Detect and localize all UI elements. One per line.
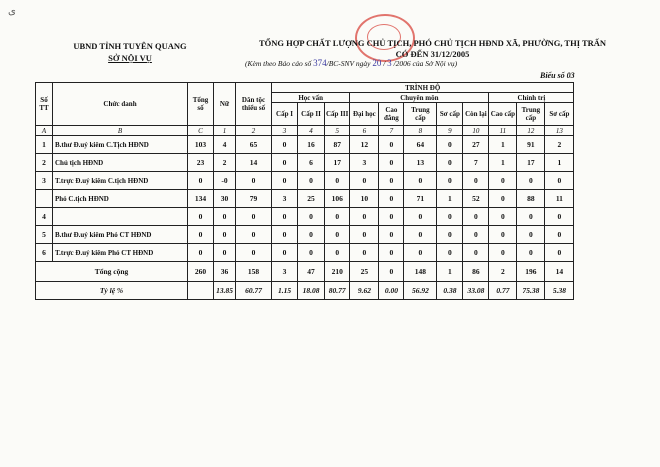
row-value: 30 — [214, 190, 236, 208]
header-grade-1: Cấp I — [272, 103, 298, 126]
ref-prefix: (Kèm theo Báo cáo số — [245, 59, 312, 68]
row-value: 0 — [437, 136, 463, 154]
row-value: 0 — [214, 208, 236, 226]
header-grade-3: Cấp III — [325, 103, 350, 126]
row-value: 3 — [272, 190, 298, 208]
total-value: 1 — [437, 262, 463, 282]
row-value: 12 — [350, 136, 379, 154]
ratio-value: 56.92 — [404, 282, 437, 300]
row-number — [36, 190, 53, 208]
total-value: 196 — [517, 262, 545, 282]
reference-line: (Kèm theo Báo cáo số 374/BC-SNV ngày 20 / 3 /2006 của Sở Nội vụ) — [245, 58, 458, 68]
report-title: TỔNG HỢP CHẤT LƯỢNG CHỦ TỊCH, PHÓ CHỦ TỊCH HĐND XÃ, PHƯỜNG, THỊ TRẤN — [258, 38, 607, 48]
row-value: 0 — [545, 226, 574, 244]
row-value: 4 — [214, 136, 236, 154]
total-value: 0 — [379, 262, 404, 282]
row-value: 0 — [463, 208, 489, 226]
total-value: 47 — [298, 262, 325, 282]
ratio-value: 60.77 — [236, 282, 272, 300]
org-line-2: SỞ NỘI VỤ — [108, 53, 152, 63]
index-row — [36, 126, 574, 136]
corner-mark: ﻯ — [8, 6, 16, 17]
row-value: 11 — [545, 190, 574, 208]
ref-month: 3 — [387, 58, 392, 68]
row-value: 0 — [489, 208, 517, 226]
row-value: 0 — [236, 172, 272, 190]
row-value: 0 — [404, 172, 437, 190]
row-number: 2 — [36, 154, 53, 172]
row-value: 0 — [517, 172, 545, 190]
table-row — [36, 208, 574, 226]
index-cell: 10 — [463, 126, 489, 136]
row-value: 0 — [404, 244, 437, 262]
total-value: 86 — [463, 262, 489, 282]
row-value: 0 — [437, 244, 463, 262]
table-row — [36, 154, 574, 172]
issuing-organization — [60, 40, 200, 64]
row-value: 2 — [214, 154, 236, 172]
row-title: T.trực Đ.uỷ kiêm C.tịch HĐND — [53, 172, 188, 190]
report-subtitle: CÓ ĐẾN 31/12/2005 — [395, 49, 470, 59]
row-value: 0 — [298, 208, 325, 226]
row-value: 0 — [325, 244, 350, 262]
ref-day: 20 — [372, 58, 382, 68]
header-stt: Số TT — [36, 83, 53, 126]
row-value: 0 — [404, 226, 437, 244]
row-value: 0 — [350, 208, 379, 226]
total-value: 25 — [350, 262, 379, 282]
total-label: Tổng cộng — [36, 262, 188, 282]
ratio-value: 0.00 — [379, 282, 404, 300]
row-value: 3 — [350, 154, 379, 172]
index-cell: 9 — [437, 126, 463, 136]
row-value: 0 — [272, 208, 298, 226]
row-value: 0 — [379, 244, 404, 262]
row-number: 4 — [36, 208, 53, 226]
header-total: Tổng số — [188, 83, 214, 126]
row-value: 0 — [437, 172, 463, 190]
row-value: 2 — [545, 136, 574, 154]
header-university: Đại học — [350, 103, 379, 126]
index-cell: 12 — [517, 126, 545, 136]
total-value: 148 — [404, 262, 437, 282]
row-value: 0 — [463, 226, 489, 244]
total-row — [36, 262, 574, 282]
row-value: 0 — [404, 208, 437, 226]
total-value: 260 — [188, 262, 214, 282]
total-value: 36 — [214, 262, 236, 282]
table-row — [36, 190, 574, 208]
index-cell: 5 — [325, 126, 350, 136]
header-general-education: Học vấn — [272, 93, 350, 103]
row-value: 0 — [379, 154, 404, 172]
org-line-1: UBND TỈNH TUYÊN QUANG — [73, 41, 187, 51]
row-value: 106 — [325, 190, 350, 208]
row-value: 0 — [379, 172, 404, 190]
header-qualification: TRÌNH ĐỘ — [272, 83, 574, 93]
header-intermediate: Trung cấp — [404, 103, 437, 126]
row-value: 0 — [325, 226, 350, 244]
row-value: 0 — [236, 226, 272, 244]
header-ethnic: Dân tộc thiểu số — [236, 83, 272, 126]
header-political: Chính trị — [489, 93, 574, 103]
total-value: 2 — [489, 262, 517, 282]
row-value: 7 — [463, 154, 489, 172]
row-value: 13 — [404, 154, 437, 172]
row-title: B.thư Đ.uỷ kiêm C.Tịch HĐND — [53, 136, 188, 154]
ref-mid: /BC-SNV ngày — [326, 59, 371, 68]
ratio-row — [36, 282, 574, 300]
header-elementary: Sơ cấp — [437, 103, 463, 126]
row-value: 0 — [236, 244, 272, 262]
row-value: 0 — [437, 226, 463, 244]
row-value: 0 — [489, 244, 517, 262]
row-value: 0 — [463, 172, 489, 190]
total-value: 3 — [272, 262, 298, 282]
row-value: 0 — [545, 208, 574, 226]
ratio-value: 0.77 — [489, 282, 517, 300]
header-college: Cao đẳng — [379, 103, 404, 126]
index-cell: 13 — [545, 126, 574, 136]
row-value: 0 — [188, 244, 214, 262]
index-cell: 4 — [298, 126, 325, 136]
ratio-label: Tỷ lệ % — [36, 282, 188, 300]
header-remaining: Còn lại — [463, 103, 489, 126]
row-title: Phó C.tịch HĐND — [53, 190, 188, 208]
row-value: 0 — [272, 154, 298, 172]
row-value: 17 — [517, 154, 545, 172]
header-female: Nữ — [214, 83, 236, 126]
ratio-value: 0.38 — [437, 282, 463, 300]
header-professional: Chuyên môn — [350, 93, 489, 103]
ratio-value: 80.77 — [325, 282, 350, 300]
row-value: 25 — [298, 190, 325, 208]
row-value: -0 — [214, 172, 236, 190]
row-number: 6 — [36, 244, 53, 262]
row-value: 0 — [545, 172, 574, 190]
row-value: 0 — [379, 136, 404, 154]
row-value: 0 — [325, 208, 350, 226]
row-value: 52 — [463, 190, 489, 208]
row-value: 91 — [517, 136, 545, 154]
row-value: 71 — [404, 190, 437, 208]
ratio-value: 13.85 — [214, 282, 236, 300]
table-row — [36, 226, 574, 244]
index-cell: B — [53, 126, 188, 136]
row-value: 0 — [188, 208, 214, 226]
row-value: 16 — [298, 136, 325, 154]
row-value: 1 — [489, 136, 517, 154]
row-value: 6 — [298, 154, 325, 172]
row-value: 0 — [517, 244, 545, 262]
row-title: B.thư Đ.uỷ kiêm Phó CT HĐND — [53, 226, 188, 244]
row-value: 0 — [379, 190, 404, 208]
row-value: 27 — [463, 136, 489, 154]
row-value: 88 — [517, 190, 545, 208]
row-value: 0 — [379, 208, 404, 226]
table-row — [36, 136, 574, 154]
row-value: 0 — [188, 226, 214, 244]
row-number: 1 — [36, 136, 53, 154]
row-value: 1 — [545, 154, 574, 172]
ratio-value: 5.38 — [545, 282, 574, 300]
row-value: 0 — [517, 226, 545, 244]
row-title — [53, 208, 188, 226]
ratio-value — [188, 282, 214, 300]
row-value: 0 — [236, 208, 272, 226]
header-grade-2: Cấp II — [298, 103, 325, 126]
row-value: 0 — [214, 226, 236, 244]
row-value: 0 — [350, 226, 379, 244]
ratio-value: 33.08 — [463, 282, 489, 300]
row-value: 0 — [463, 244, 489, 262]
row-value: 0 — [272, 244, 298, 262]
header-pol-intermediate: Trung cấp — [517, 103, 545, 126]
row-value: 0 — [517, 208, 545, 226]
row-value: 0 — [350, 244, 379, 262]
row-value: 10 — [350, 190, 379, 208]
index-cell: A — [36, 126, 53, 136]
index-cell: 2 — [236, 126, 272, 136]
row-value: 0 — [489, 172, 517, 190]
ratio-value: 9.62 — [350, 282, 379, 300]
row-value: 0 — [298, 172, 325, 190]
row-value: 0 — [272, 226, 298, 244]
row-value: 0 — [379, 226, 404, 244]
header-title: Chức danh — [53, 83, 188, 126]
row-value: 23 — [188, 154, 214, 172]
row-value: 0 — [298, 226, 325, 244]
index-cell: C — [188, 126, 214, 136]
ratio-value: 1.15 — [272, 282, 298, 300]
total-value: 158 — [236, 262, 272, 282]
row-value: 0 — [437, 154, 463, 172]
total-value: 14 — [545, 262, 574, 282]
row-value: 0 — [489, 190, 517, 208]
index-cell: 11 — [489, 126, 517, 136]
row-value: 0 — [214, 244, 236, 262]
ref-suffix: /2006 của Sở Nội vụ) — [393, 59, 458, 68]
row-value: 134 — [188, 190, 214, 208]
row-value: 14 — [236, 154, 272, 172]
row-value: 0 — [188, 172, 214, 190]
row-value: 103 — [188, 136, 214, 154]
row-number: 3 — [36, 172, 53, 190]
row-value: 87 — [325, 136, 350, 154]
index-cell: 1 — [214, 126, 236, 136]
row-value: 0 — [437, 208, 463, 226]
header-pol-elementary: Sơ cấp — [545, 103, 574, 126]
report-title-block — [225, 38, 640, 60]
row-title: Chủ tịch HĐND — [53, 154, 188, 172]
row-value: 64 — [404, 136, 437, 154]
ratio-value: 75.38 — [517, 282, 545, 300]
index-cell: 7 — [379, 126, 404, 136]
index-cell: 6 — [350, 126, 379, 136]
row-value: 1 — [437, 190, 463, 208]
index-cell: 3 — [272, 126, 298, 136]
row-value: 1 — [489, 154, 517, 172]
row-value: 0 — [545, 244, 574, 262]
row-number: 5 — [36, 226, 53, 244]
ratio-value: 18.08 — [298, 282, 325, 300]
statistics-table — [35, 82, 574, 300]
row-value: 0 — [350, 172, 379, 190]
ref-number: 374 — [313, 58, 327, 68]
row-value: 0 — [325, 172, 350, 190]
row-value: 0 — [489, 226, 517, 244]
form-number: Biểu số 03 — [540, 71, 575, 80]
row-value: 65 — [236, 136, 272, 154]
row-value: 0 — [272, 172, 298, 190]
row-value: 79 — [236, 190, 272, 208]
row-value: 0 — [298, 244, 325, 262]
total-value: 210 — [325, 262, 350, 282]
table-row — [36, 172, 574, 190]
row-title: T.trực Đ.uỷ kiêm Phó CT HĐND — [53, 244, 188, 262]
header-advanced: Cao cấp — [489, 103, 517, 126]
row-value: 0 — [272, 136, 298, 154]
row-value: 17 — [325, 154, 350, 172]
index-cell: 8 — [404, 126, 437, 136]
table-row — [36, 244, 574, 262]
